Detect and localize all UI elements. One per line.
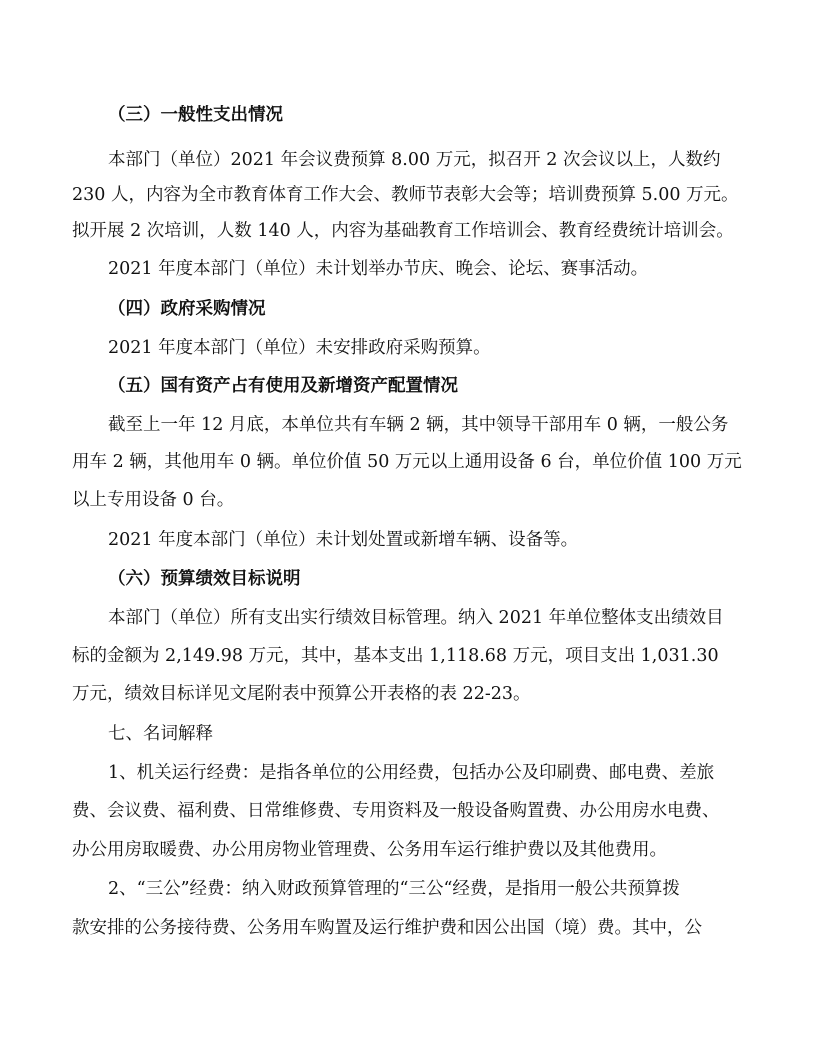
heading-general-expenditure: （三）一般性支出情况 — [108, 105, 283, 125]
paragraph-line: 以上专用设备 0 台。 — [72, 490, 235, 510]
paragraph-line: 费、会议费、福利费、日常维修费、专用资料及一般设备购置费、办公用房水电费、 — [72, 801, 720, 821]
paragraph-line: 拟开展 2 次培训，人数 140 人，内容为基础教育工作培训会、教育经费统计培训会。 — [72, 221, 734, 241]
paragraph-line: 办公用房取暖费、办公用房物业管理费、公务用车运行维护费以及其他费用。 — [72, 840, 667, 860]
paragraph-line: 1、机关运行经费：是指各单位的公用经费，包括办公及印刷费、邮电费、差旅 — [108, 763, 715, 783]
paragraph-line: 2021 年度本部门（单位）未计划举办节庆、晚会、论坛、赛事活动。 — [108, 259, 649, 279]
section-heading-glossary: 七、名词解释 — [108, 724, 213, 744]
paragraph-line: 款安排的公务接待费、公务用车购置及运行维护费和因公出国（境）费。其中，公 — [72, 918, 702, 938]
paragraph-line: 2021 年度本部门（单位）未安排政府采购预算。 — [108, 338, 491, 358]
paragraph-line: 2021 年度本部门（单位）未计划处置或新增车辆、设备等。 — [108, 530, 579, 550]
heading-government-procurement: （四）政府采购情况 — [108, 299, 266, 319]
heading-performance-goals: （六）预算绩效目标说明 — [108, 569, 301, 589]
paragraph-line: 本部门（单位）2021 年会议费预算 8.00 万元，拟召开 2 次会议以上，人数约 — [108, 150, 721, 170]
paragraph-line: 万元，绩效目标详见文尾附表中预算公开表格的表 22-23。 — [72, 684, 531, 704]
paragraph-line: 2、“三公”经费：纳入财政预算管理的“三公“经费，是指用一般公共预算拨 — [108, 879, 680, 899]
paragraph-line: 本部门（单位）所有支出实行绩效目标管理。纳入 2021 年单位整体支出绩效目 — [108, 608, 724, 628]
paragraph-line: 用车 2 辆，其他用车 0 辆。单位价值 50 万元以上通用设备 6 台，单位价值 100 万元 — [72, 452, 742, 472]
paragraph-line: 230 人，内容为全市教育体育工作大会、教师节表彰大会等；培训费预算 5.00 万元。 — [72, 185, 739, 205]
heading-state-assets: （五）国有资产占有使用及新增资产配置情况 — [108, 376, 458, 396]
paragraph-line: 标的金额为 2,149.98 万元，其中，基本支出 1,118.68 万元，项目支出 1,031.30 — [72, 646, 719, 666]
paragraph-line: 截至上一年 12 月底，本单位共有车辆 2 辆，其中领导干部用车 0 辆，一般公务 — [108, 415, 729, 435]
